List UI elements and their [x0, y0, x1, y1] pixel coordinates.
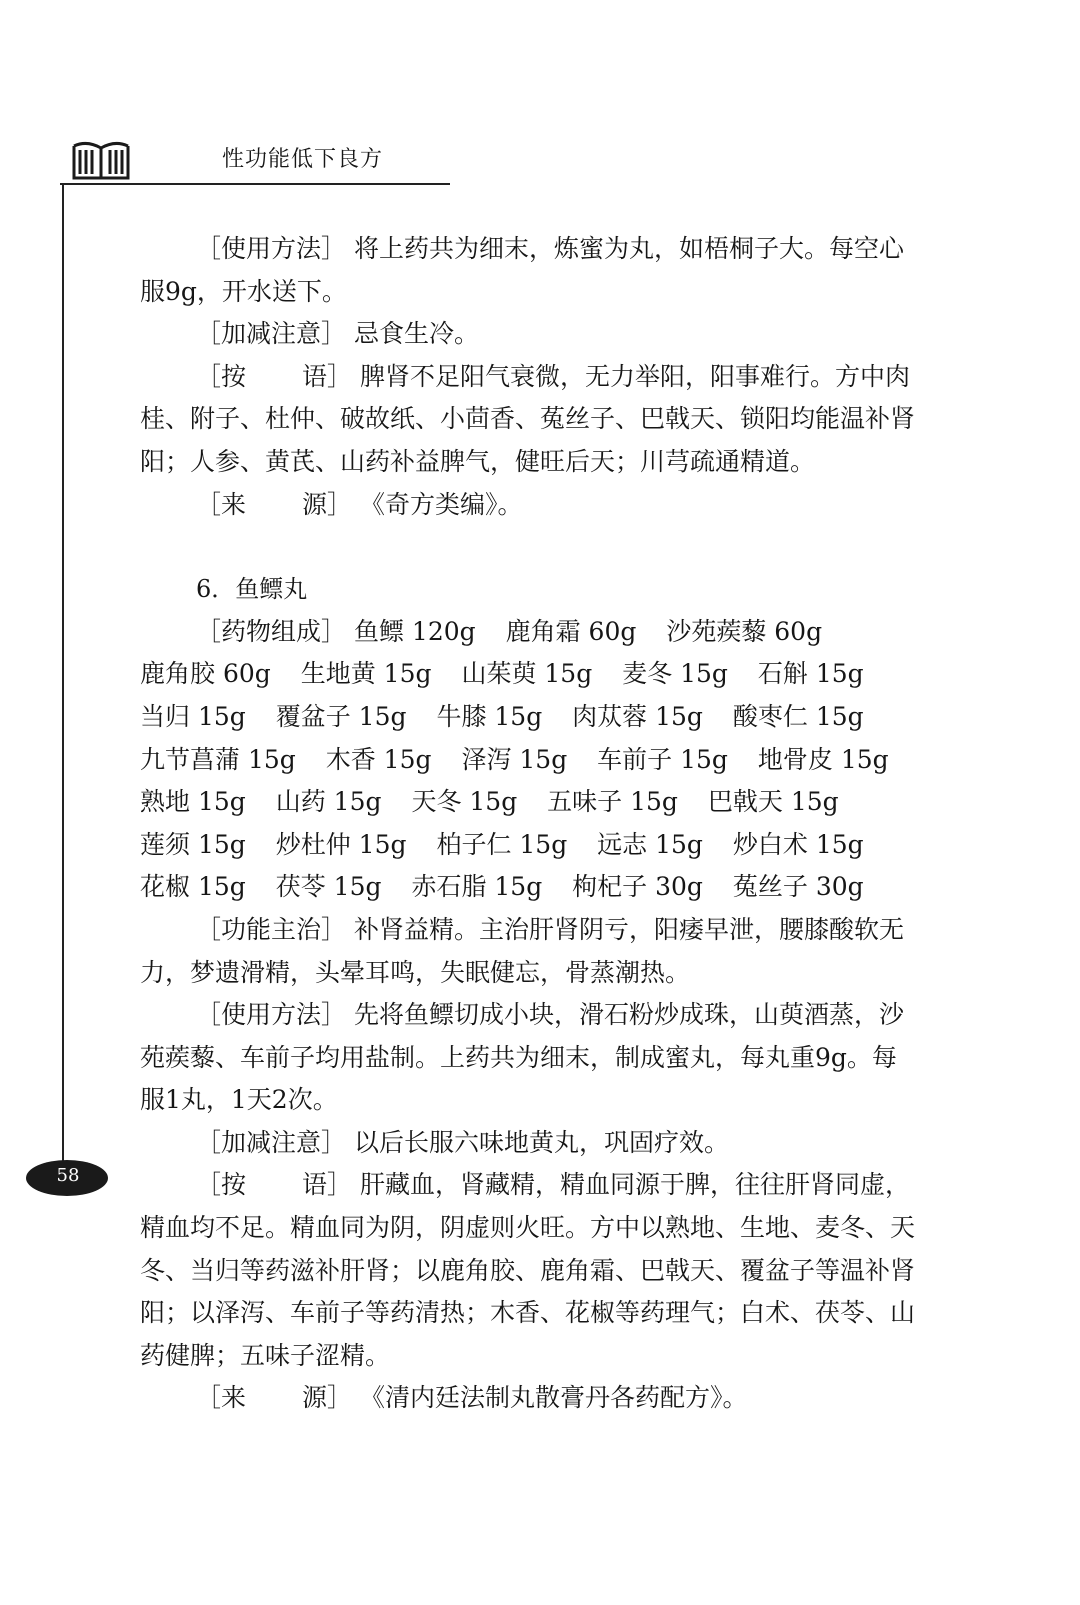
ingredient-item: 巴戟天 15g	[707, 787, 839, 817]
comment-label-start-2: ［按	[196, 1170, 247, 1200]
function-paragraph	[140, 909, 916, 994]
source-label-start-2: ［来	[196, 1383, 247, 1413]
usage-label: ［使用方法］	[196, 234, 347, 263]
usage-paragraph-2	[140, 994, 916, 1122]
comment-label-start: ［按	[196, 361, 247, 391]
ingredient-item: 鱼鳔 120g	[353, 616, 476, 646]
page-number: 58	[56, 1165, 80, 1186]
ingredient-item: 炒杜仲 15g	[275, 829, 407, 859]
ingredient-item: 枸杞子 30g	[572, 872, 703, 902]
usage-label-2: ［使用方法］	[196, 1000, 347, 1030]
ingredient-item: 鹿角霜 60g	[505, 616, 637, 646]
notes-paragraph-2	[140, 1122, 916, 1165]
ingredient-item: 当归 15g	[140, 701, 246, 731]
book-icon	[70, 138, 132, 182]
source-paragraph	[140, 484, 916, 527]
usage-text: 将上药共为细末，炼蜜为丸，如梧桐子大。每空心服9g，开水送下。	[140, 234, 904, 306]
ingredient-item: 酸枣仁 15g	[732, 701, 864, 731]
ingredient-item: 车前子 15g	[597, 744, 728, 774]
notes-text-2: 以后长服六味地黄丸，巩固疗效。	[353, 1127, 729, 1157]
source-label-end-2: 源］	[302, 1383, 353, 1413]
ingredient-item: 莲须 15g	[140, 829, 246, 859]
ingredient-item: 沙苑蒺藜 60g	[666, 616, 823, 646]
function-label: ［功能主治］	[196, 914, 347, 944]
ingredient-item: 牛膝 15g	[436, 701, 543, 731]
comment-paragraph-2	[140, 1164, 916, 1377]
ingredient-item: 山药 15g	[275, 787, 382, 817]
comment-text-2: 肝藏血，肾藏精，精血同源于脾，往往肝肾同虚，精血均不足。精血同为阴，阴虚则火旺。方中以熟地、生地、麦冬、天冬、当归等药滋补肝肾；以鹿角胶、鹿角霜、巴戟天、覆盆子等温补肾阳；以泽泻、车前子等药清热；木香、花椒等药理气；白术、茯苓、山药健脾；五味子涩精。	[140, 1170, 916, 1370]
source-text-2: 《清内廷法制丸散膏丹各药配方》。	[359, 1383, 748, 1413]
ingredient-item: 肉苁蓉 15g	[572, 701, 703, 731]
ingredient-item: 熟地 15g	[140, 787, 246, 817]
ingredient-item: 茯苓 15g	[275, 872, 382, 902]
ingredient-item: 木香 15g	[325, 744, 432, 774]
ingredient-item: 柏子仁 15g	[436, 829, 568, 859]
source-label-end: 源］	[302, 489, 353, 519]
comment-paragraph	[140, 356, 916, 484]
notes-paragraph	[140, 313, 916, 356]
comment-label-end: 语］	[302, 361, 353, 391]
ingredient-item: 地骨皮 15g	[757, 744, 889, 774]
source-text: 《奇方类编》。	[359, 489, 523, 519]
ingredient-item: 远志 15g	[597, 829, 703, 859]
page-body	[140, 228, 916, 1420]
ingredient-list	[140, 617, 911, 902]
composition-label: ［药物组成］	[196, 616, 347, 646]
usage-paragraph	[140, 228, 916, 313]
function-text: 补肾益精。主治肝肾阴亏，阳痿早泄，腰膝酸软无力，梦遗滑精，头晕耳鸣，失眠健忘，骨蒸潮热。	[140, 914, 904, 987]
ingredient-item: 麦冬 15g	[622, 659, 728, 689]
usage-text-2: 先将鱼鳔切成小块，滑石粉炒成珠，山萸酒蒸，沙苑蒺藜、车前子均用盐制。上药共为细末，制成蜜丸，每丸重9g。每服1丸，1天2次。	[140, 1000, 904, 1115]
notes-text: 忌食生冷。	[353, 319, 479, 349]
ingredient-item: 五味子 15g	[547, 787, 678, 817]
ingredient-item: 石斛 15g	[757, 659, 864, 689]
header-rule	[60, 183, 450, 185]
ingredient-item: 生地黄 15g	[300, 659, 432, 689]
ingredient-item: 鹿角胶 60g	[140, 659, 271, 689]
comment-text: 脾肾不足阳气衰微，无力举阳，阳事难行。方中肉桂、附子、杜仲、破故纸、小茴香、菟丝子、巴戟天、锁阳均能温补肾阳；人参、黄芪、山药补益脾气，健旺后天；川芎疏通精道。	[140, 361, 916, 476]
composition-paragraph	[140, 611, 916, 909]
running-header-title: 性功能低下良方	[222, 147, 384, 172]
ingredient-item: 山茱萸 15g	[461, 659, 593, 689]
source-paragraph-2	[140, 1377, 916, 1420]
ingredient-item: 覆盆子 15g	[275, 701, 407, 731]
ingredient-item: 泽泻 15g	[461, 744, 568, 774]
ingredient-item: 赤石脂 15g	[411, 872, 543, 902]
ingredient-item: 九节菖蒲 15g	[140, 744, 296, 774]
ingredient-item: 菟丝子 30g	[732, 872, 864, 902]
ingredient-item: 炒白术 15g	[732, 829, 864, 859]
ingredient-item: 花椒 15g	[140, 872, 246, 902]
comment-label-end-2: 语］	[302, 1170, 353, 1200]
notes-label-2: ［加减注意］	[196, 1127, 347, 1157]
ingredient-item: 天冬 15g	[411, 787, 518, 817]
recipe-title: 6．鱼鳔丸	[196, 575, 308, 604]
source-label-start: ［来	[196, 489, 247, 519]
notes-label: ［加减注意］	[196, 319, 347, 349]
margin-rule	[62, 183, 64, 1183]
